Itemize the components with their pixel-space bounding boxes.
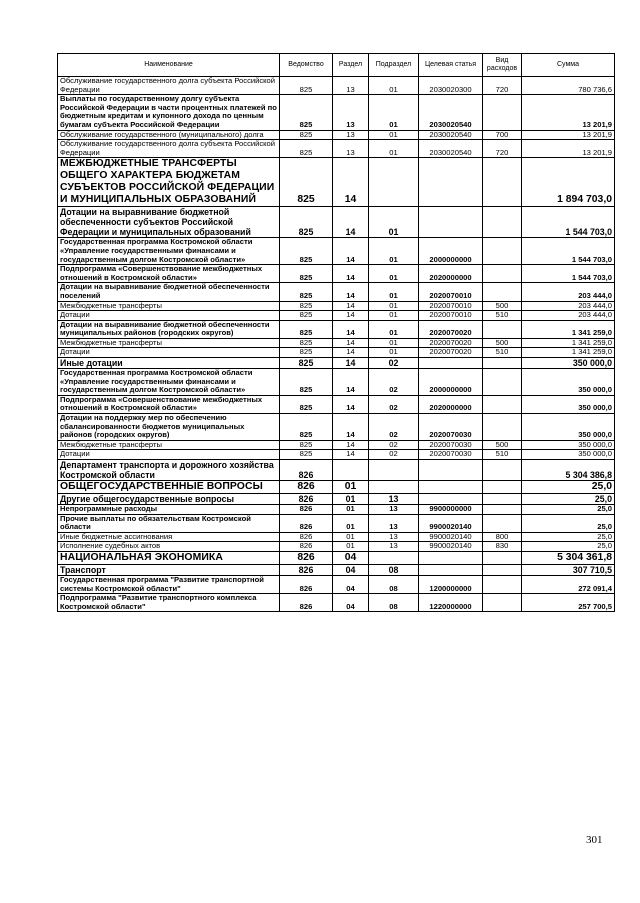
- row-subsection-cell: 13: [369, 494, 419, 505]
- row-dept-cell: 825: [280, 414, 333, 441]
- row-subsection-cell: 08: [369, 594, 419, 612]
- row-name-cell: Дотации: [58, 450, 280, 460]
- row-type-cell: [483, 594, 522, 612]
- row-amount-cell: 1 544 703,0: [522, 207, 615, 238]
- row-section-cell: 13: [333, 140, 369, 158]
- row-name-cell: Государственная программа Костромской области «Управление государственными финансами и государственным долгом Костромской области»: [58, 369, 280, 396]
- row-section-cell: 14: [333, 238, 369, 265]
- row-subsection-cell: 13: [369, 542, 419, 552]
- table-header-row: [58, 54, 615, 77]
- table-row: [58, 494, 615, 505]
- table-row: [58, 358, 615, 369]
- row-type-cell: [483, 460, 522, 481]
- row-name-cell: Транспорт: [58, 564, 280, 575]
- row-target-cell: [419, 551, 483, 564]
- row-dept-cell: 826: [280, 514, 333, 532]
- row-section-cell: 14: [333, 207, 369, 238]
- row-dept-cell: 826: [280, 460, 333, 481]
- row-subsection-cell: 01: [369, 238, 419, 265]
- row-amount-cell: 350 000,0: [522, 395, 615, 413]
- row-section-cell: 01: [333, 542, 369, 552]
- row-amount-cell: 203 444,0: [522, 311, 615, 321]
- row-subsection-cell: 01: [369, 207, 419, 238]
- row-target-cell: 2020070030: [419, 450, 483, 460]
- row-name-cell: Дотации на поддержку мер по обеспечению сбалансированности бюджетов муниципальных районов (городских округов): [58, 414, 280, 441]
- row-amount-cell: 25,0: [522, 542, 615, 552]
- row-type-cell: [483, 265, 522, 283]
- column-header-target: Целевая статья: [419, 54, 483, 77]
- table-row: [58, 348, 615, 358]
- table-row: [58, 77, 615, 95]
- row-dept-cell: 826: [280, 575, 333, 593]
- row-type-cell: 720: [483, 140, 522, 158]
- row-name-cell: ОБЩЕГОСУДАРСТВЕННЫЕ ВОПРОСЫ: [58, 481, 280, 494]
- row-subsection-cell: 01: [369, 348, 419, 358]
- row-subsection-cell: [369, 158, 419, 207]
- row-name-cell: Дотации: [58, 311, 280, 321]
- row-type-cell: [483, 505, 522, 515]
- row-subsection-cell: 01: [369, 301, 419, 311]
- row-type-cell: [483, 395, 522, 413]
- row-section-cell: 14: [333, 414, 369, 441]
- row-type-cell: 510: [483, 311, 522, 321]
- row-subsection-cell: 13: [369, 532, 419, 542]
- row-dept-cell: 825: [280, 238, 333, 265]
- row-subsection-cell: 02: [369, 358, 419, 369]
- column-header-name: Наименование: [58, 54, 280, 77]
- row-name-cell: Исполнение судебных актов: [58, 542, 280, 552]
- row-name-cell: Непрограммные расходы: [58, 505, 280, 515]
- row-amount-cell: 1 894 703,0: [522, 158, 615, 207]
- row-type-cell: 800: [483, 532, 522, 542]
- row-name-cell: Дотации на выравнивание бюджетной обеспеченности муниципальных районов (городских округов): [58, 320, 280, 338]
- row-target-cell: [419, 158, 483, 207]
- row-amount-cell: 350 000,0: [522, 440, 615, 450]
- row-subsection-cell: 02: [369, 414, 419, 441]
- row-target-cell: 2020070020: [419, 320, 483, 338]
- row-section-cell: 14: [333, 450, 369, 460]
- row-amount-cell: 5 304 361,8: [522, 551, 615, 564]
- row-dept-cell: 825: [280, 450, 333, 460]
- row-section-cell: 14: [333, 265, 369, 283]
- row-name-cell: Прочие выплаты по обязательствам Костромской области: [58, 514, 280, 532]
- row-name-cell: Подпрограмма "Развитие транспортного комплекса Костромской области": [58, 594, 280, 612]
- table-body: [58, 77, 615, 612]
- row-amount-cell: 203 444,0: [522, 301, 615, 311]
- row-subsection-cell: 01: [369, 95, 419, 130]
- row-target-cell: 9900020140: [419, 532, 483, 542]
- row-subsection-cell: 08: [369, 564, 419, 575]
- row-name-cell: Иные бюджетные ассигнования: [58, 532, 280, 542]
- table-row: [58, 311, 615, 321]
- row-dept-cell: 825: [280, 320, 333, 338]
- row-dept-cell: 826: [280, 505, 333, 515]
- row-type-cell: 510: [483, 450, 522, 460]
- row-amount-cell: 1 341 259,0: [522, 348, 615, 358]
- row-dept-cell: 826: [280, 481, 333, 494]
- row-name-cell: НАЦИОНАЛЬНАЯ ЭКОНОМИКА: [58, 551, 280, 564]
- row-dept-cell: 825: [280, 338, 333, 348]
- row-target-cell: [419, 207, 483, 238]
- table-row: [58, 338, 615, 348]
- table-row: [58, 130, 615, 140]
- row-target-cell: 2000000000: [419, 369, 483, 396]
- table-row: [58, 95, 615, 130]
- row-section-cell: 04: [333, 564, 369, 575]
- row-amount-cell: 5 304 386,8: [522, 460, 615, 481]
- row-target-cell: 2030020540: [419, 95, 483, 130]
- row-subsection-cell: 01: [369, 77, 419, 95]
- row-subsection-cell: 01: [369, 320, 419, 338]
- table-row: [58, 481, 615, 494]
- row-amount-cell: 203 444,0: [522, 283, 615, 301]
- row-section-cell: 13: [333, 95, 369, 130]
- row-target-cell: 2020070010: [419, 283, 483, 301]
- row-target-cell: [419, 358, 483, 369]
- row-target-cell: 2020070030: [419, 440, 483, 450]
- table-row: [58, 532, 615, 542]
- row-amount-cell: 1 544 703,0: [522, 238, 615, 265]
- row-dept-cell: 826: [280, 494, 333, 505]
- row-target-cell: 2020070010: [419, 301, 483, 311]
- table-row: [58, 414, 615, 441]
- row-subsection-cell: 13: [369, 505, 419, 515]
- row-subsection-cell: 01: [369, 283, 419, 301]
- row-dept-cell: 825: [280, 395, 333, 413]
- row-target-cell: 9900000000: [419, 505, 483, 515]
- row-target-cell: 1220000000: [419, 594, 483, 612]
- table-row: [58, 450, 615, 460]
- row-amount-cell: 1 341 259,0: [522, 320, 615, 338]
- table-row: [58, 440, 615, 450]
- row-subsection-cell: 01: [369, 140, 419, 158]
- row-amount-cell: 350 000,0: [522, 358, 615, 369]
- row-name-cell: Другие общегосударственные вопросы: [58, 494, 280, 505]
- column-header-amount: Сумма: [522, 54, 615, 77]
- row-type-cell: [483, 95, 522, 130]
- row-dept-cell: 825: [280, 440, 333, 450]
- row-target-cell: 9900020140: [419, 514, 483, 532]
- row-section-cell: [333, 460, 369, 481]
- row-name-cell: Обслуживание государственного долга субъекта Российской Федерации: [58, 77, 280, 95]
- row-name-cell: Иные дотации: [58, 358, 280, 369]
- row-dept-cell: 825: [280, 301, 333, 311]
- row-name-cell: Департамент транспорта и дорожного хозяйства Костромской области: [58, 460, 280, 481]
- row-section-cell: 01: [333, 514, 369, 532]
- row-target-cell: 2020000000: [419, 395, 483, 413]
- row-name-cell: Межбюджетные трансферты: [58, 338, 280, 348]
- row-amount-cell: 13 201,9: [522, 140, 615, 158]
- row-subsection-cell: [369, 551, 419, 564]
- row-section-cell: 01: [333, 494, 369, 505]
- row-target-cell: 2000000000: [419, 238, 483, 265]
- row-subsection-cell: 02: [369, 440, 419, 450]
- row-section-cell: 14: [333, 158, 369, 207]
- row-dept-cell: 825: [280, 283, 333, 301]
- row-section-cell: 04: [333, 551, 369, 564]
- row-name-cell: Государственная программа Костромской области «Управление государственными финансами и государственным долгом Костромской области»: [58, 238, 280, 265]
- table-row: [58, 551, 615, 564]
- row-name-cell: МЕЖБЮДЖЕТНЫЕ ТРАНСФЕРТЫ ОБЩЕГО ХАРАКТЕРА БЮДЖЕТАМ СУБЪЕКТОВ РОССИЙСКОЙ ФЕДЕРАЦИИ И МУНИЦИПАЛЬНЫХ ОБРАЗОВАНИЙ: [58, 158, 280, 207]
- row-type-cell: [483, 369, 522, 396]
- row-dept-cell: 825: [280, 369, 333, 396]
- row-subsection-cell: 01: [369, 338, 419, 348]
- row-amount-cell: 25,0: [522, 532, 615, 542]
- row-target-cell: 2020070030: [419, 414, 483, 441]
- row-target-cell: 2030020300: [419, 77, 483, 95]
- row-type-cell: [483, 494, 522, 505]
- row-dept-cell: 825: [280, 348, 333, 358]
- row-target-cell: [419, 460, 483, 481]
- row-amount-cell: 1 341 259,0: [522, 338, 615, 348]
- row-section-cell: 14: [333, 358, 369, 369]
- row-type-cell: 830: [483, 542, 522, 552]
- row-name-cell: Подпрограмма «Совершенствование межбюджетных отношений в Костромской области»: [58, 395, 280, 413]
- row-amount-cell: 350 000,0: [522, 369, 615, 396]
- row-dept-cell: 826: [280, 551, 333, 564]
- row-amount-cell: 272 091,4: [522, 575, 615, 593]
- row-amount-cell: 350 000,0: [522, 414, 615, 441]
- table-row: [58, 542, 615, 552]
- table-row: [58, 460, 615, 481]
- row-section-cell: 04: [333, 575, 369, 593]
- row-section-cell: 01: [333, 481, 369, 494]
- row-dept-cell: 825: [280, 130, 333, 140]
- row-type-cell: [483, 238, 522, 265]
- row-target-cell: 2030020540: [419, 140, 483, 158]
- row-name-cell: Дотации: [58, 348, 280, 358]
- row-target-cell: 9900020140: [419, 542, 483, 552]
- table-row: [58, 140, 615, 158]
- table-row: [58, 395, 615, 413]
- column-header-section: Раздел: [333, 54, 369, 77]
- row-type-cell: [483, 564, 522, 575]
- row-section-cell: 14: [333, 283, 369, 301]
- table-row: [58, 575, 615, 593]
- row-type-cell: 500: [483, 338, 522, 348]
- row-type-cell: [483, 414, 522, 441]
- row-name-cell: Межбюджетные трансферты: [58, 440, 280, 450]
- row-section-cell: 04: [333, 594, 369, 612]
- table-row: [58, 564, 615, 575]
- table-row: [58, 594, 615, 612]
- table-row: [58, 369, 615, 396]
- row-name-cell: Государственная программа "Развитие транспортной системы Костромской области": [58, 575, 280, 593]
- row-type-cell: [483, 283, 522, 301]
- table-row: [58, 265, 615, 283]
- row-target-cell: 2020070020: [419, 338, 483, 348]
- budget-table: [57, 53, 615, 612]
- row-target-cell: [419, 494, 483, 505]
- row-subsection-cell: 08: [369, 575, 419, 593]
- row-subsection-cell: 01: [369, 130, 419, 140]
- row-section-cell: 14: [333, 395, 369, 413]
- row-section-cell: 13: [333, 130, 369, 140]
- row-name-cell: Обслуживание государственного долга субъекта Российской Федерации: [58, 140, 280, 158]
- row-subsection-cell: 02: [369, 395, 419, 413]
- row-type-cell: 720: [483, 77, 522, 95]
- row-type-cell: 700: [483, 130, 522, 140]
- row-target-cell: 2030020540: [419, 130, 483, 140]
- row-type-cell: [483, 514, 522, 532]
- row-subsection-cell: [369, 481, 419, 494]
- row-type-cell: 510: [483, 348, 522, 358]
- row-amount-cell: 780 736,6: [522, 77, 615, 95]
- row-target-cell: 1200000000: [419, 575, 483, 593]
- row-dept-cell: 825: [280, 265, 333, 283]
- row-dept-cell: 825: [280, 158, 333, 207]
- row-amount-cell: 25,0: [522, 494, 615, 505]
- row-section-cell: 14: [333, 301, 369, 311]
- row-type-cell: 500: [483, 301, 522, 311]
- row-dept-cell: 825: [280, 95, 333, 130]
- row-amount-cell: 25,0: [522, 505, 615, 515]
- table-row: [58, 320, 615, 338]
- row-target-cell: [419, 564, 483, 575]
- row-dept-cell: 825: [280, 140, 333, 158]
- row-section-cell: 14: [333, 311, 369, 321]
- page-number: 301: [586, 834, 603, 846]
- row-section-cell: 14: [333, 440, 369, 450]
- row-type-cell: [483, 481, 522, 494]
- table-row: [58, 238, 615, 265]
- table-row: [58, 514, 615, 532]
- row-type-cell: 500: [483, 440, 522, 450]
- table-row: [58, 283, 615, 301]
- row-target-cell: 2020070010: [419, 311, 483, 321]
- row-amount-cell: 350 000,0: [522, 450, 615, 460]
- row-amount-cell: 13 201,9: [522, 95, 615, 130]
- row-amount-cell: 257 700,5: [522, 594, 615, 612]
- row-section-cell: 14: [333, 348, 369, 358]
- row-name-cell: Обслуживание государственного (муниципального) долга: [58, 130, 280, 140]
- row-type-cell: [483, 207, 522, 238]
- table-row: [58, 207, 615, 238]
- row-dept-cell: 825: [280, 77, 333, 95]
- table-row: [58, 158, 615, 207]
- row-subsection-cell: 02: [369, 369, 419, 396]
- row-section-cell: 13: [333, 77, 369, 95]
- table-row: [58, 301, 615, 311]
- row-section-cell: 14: [333, 338, 369, 348]
- table-row: [58, 505, 615, 515]
- row-dept-cell: 826: [280, 542, 333, 552]
- row-amount-cell: 307 710,5: [522, 564, 615, 575]
- row-target-cell: 2020000000: [419, 265, 483, 283]
- row-amount-cell: 1 544 703,0: [522, 265, 615, 283]
- row-name-cell: Дотации на выравнивание бюджетной обеспеченности поселений: [58, 283, 280, 301]
- row-dept-cell: 826: [280, 564, 333, 575]
- column-header-subsection: Подраздел: [369, 54, 419, 77]
- row-section-cell: 01: [333, 532, 369, 542]
- row-dept-cell: 825: [280, 207, 333, 238]
- row-name-cell: Подпрограмма «Совершенствование межбюджетных отношений в Костромской области»: [58, 265, 280, 283]
- row-amount-cell: 13 201,9: [522, 130, 615, 140]
- row-dept-cell: 825: [280, 311, 333, 321]
- row-amount-cell: 25,0: [522, 481, 615, 494]
- row-target-cell: 2020070020: [419, 348, 483, 358]
- column-header-dept: Ведомство: [280, 54, 333, 77]
- row-subsection-cell: 13: [369, 514, 419, 532]
- row-dept-cell: 826: [280, 594, 333, 612]
- row-subsection-cell: 01: [369, 311, 419, 321]
- row-subsection-cell: 02: [369, 450, 419, 460]
- row-name-cell: Дотации на выравнивание бюджетной обеспеченности субъектов Российской Федерации и муниципальных образований: [58, 207, 280, 238]
- row-amount-cell: 25,0: [522, 514, 615, 532]
- row-name-cell: Межбюджетные трансферты: [58, 301, 280, 311]
- column-header-type: Вид расходов: [483, 54, 522, 77]
- row-name-cell: Выплаты по государственному долгу субъекта Российской Федерации в части процентных платежей по бюджетным кредитам и купонного дохода по ценным бумагам субъекта Российской Федерации: [58, 95, 280, 130]
- row-type-cell: [483, 575, 522, 593]
- row-type-cell: [483, 158, 522, 207]
- row-subsection-cell: 01: [369, 265, 419, 283]
- row-section-cell: 14: [333, 369, 369, 396]
- row-dept-cell: 826: [280, 532, 333, 542]
- row-type-cell: [483, 551, 522, 564]
- row-subsection-cell: [369, 460, 419, 481]
- row-section-cell: 01: [333, 505, 369, 515]
- row-type-cell: [483, 358, 522, 369]
- row-type-cell: [483, 320, 522, 338]
- row-target-cell: [419, 481, 483, 494]
- row-dept-cell: 825: [280, 358, 333, 369]
- row-section-cell: 14: [333, 320, 369, 338]
